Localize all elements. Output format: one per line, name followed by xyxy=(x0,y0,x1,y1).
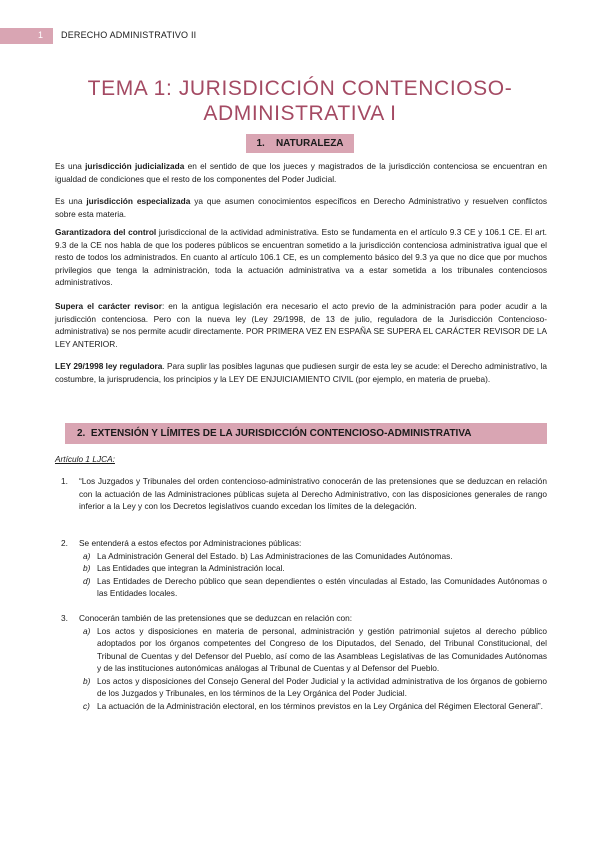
course-title: DERECHO ADMINISTRATIVO II xyxy=(61,30,197,40)
paragraph-keyword: LEY 29/1998 ley reguladora xyxy=(55,361,163,371)
page-number: 1 xyxy=(38,30,44,40)
sub-marker: c) xyxy=(83,700,90,711)
paragraph-keyword: Garantizadora del control xyxy=(55,227,157,237)
sub-item-a xyxy=(79,625,547,675)
paragraph-garantizadora xyxy=(55,226,547,289)
paragraph-text: ya que asumen conocimientos específicos en Derecho Administrativo y resuelven conflictos sobre esta materia. xyxy=(55,196,547,219)
paragraph-judicializada xyxy=(55,160,547,185)
list-number: 1. xyxy=(61,476,68,486)
section-heading-extension xyxy=(65,423,547,444)
paragraph-keyword: jurisdicción especializada xyxy=(86,196,191,206)
sub-item-d xyxy=(79,575,547,600)
section-number: 2. xyxy=(77,428,86,439)
sub-marker: d) xyxy=(83,575,91,586)
list-number: 2. xyxy=(61,538,68,548)
sub-item-c xyxy=(79,700,547,713)
title-line-1: TEMA 1: JURISDICCIÓN CONTENCIOSO- xyxy=(87,77,513,100)
paragraph-prefix: Es una xyxy=(55,161,86,171)
section-label: NATURALEZA xyxy=(275,138,344,149)
article-reference: Artículo 1 LJCA: xyxy=(55,454,115,464)
list-item-3 xyxy=(55,612,547,712)
paragraph-revisor xyxy=(55,300,547,350)
sub-text: Los actos y disposiciones en materia de personal, administración y gestión patrimonial sujetos al derecho público adoptados por los órganos competentes del Congreso de los Diputados, del Senado, del Tribunal Constitucional, del Tribunal de Cuentas y del Defensor del Pueblo, así como de las Asambleas Legislativas de las Comunidades Autónomas y de las instituciones autonómicas análogas al Tribunal de Cuentas y al Defensor del Pueblo. xyxy=(97,625,547,673)
sub-marker: b) xyxy=(83,675,91,686)
section-heading-naturaleza xyxy=(246,134,354,153)
paragraph-text: . Para suplir las posibles lagunas que pudiesen surgir de esta ley se acude: el Derecho administrativo, la costumbre, la jurisprudencia, los principios y la LEY DE ENJUICIAMIENTO CIVIL (por ejemplo, en materia de prueba). xyxy=(55,361,547,384)
sub-text: Los actos y disposiciones del Consejo General del Poder Judicial y la actividad administrativa de los órganos de gobierno de los Juzgados y Tribunales, en los términos de la Ley Orgánica del Poder Judicial. xyxy=(97,675,547,698)
sub-item-a xyxy=(79,550,547,563)
paragraph-text: jurisdiccional de la actividad administrativa. Esto se fundamenta en el artículo 9.3 CE y 106.1 CE. El art. 9.3 de la CE nos habla de que los poderes públicos se encuentran sometido a la jurisdicción contenciosa administrativa igual que el resto de todos los administrados. En cuanto al artículo 106.1 CE, es un complemento básico del 9.3 ya que no dice que por muchos privilegios que tenga la administración, toda la actuación administrativa va a estar sometida a los tribunales contenciosos administrativos. xyxy=(55,227,547,287)
paragraph-especializada xyxy=(55,195,547,220)
sub-marker: a) xyxy=(83,550,91,561)
paragraph-prefix: Es una xyxy=(55,196,87,206)
paragraph-text: en el sentido de que los jueces y magistrados de la jurisdicción contenciosa se encuentran en igualdad de condiciones que el resto de los componentes del Poder Judicial. xyxy=(55,161,547,184)
sub-marker: b) xyxy=(83,563,91,573)
title-line-2: ADMINISTRATIVA I xyxy=(203,102,397,125)
list-number: 3. xyxy=(61,613,68,623)
sub-item-b xyxy=(79,562,547,575)
sub-text: Las Entidades que integran la Administración local. xyxy=(97,563,285,573)
paragraph-keyword: Supera el carácter revisor xyxy=(55,301,162,311)
list-item-1 xyxy=(55,475,547,513)
list-text: Conocerán también de las pretensiones que se deduzcan en relación con: xyxy=(79,613,353,623)
page-header xyxy=(0,28,600,44)
sub-marker: a) xyxy=(83,625,91,636)
paragraph-keyword: jurisdicción judicializada xyxy=(85,161,185,171)
section-number: 1. xyxy=(256,138,265,149)
sub-text: Las Entidades de Derecho público que sean dependientes o estén vinculadas al Estado, las Comunidades Autónomas o las Entidades locales. xyxy=(97,575,547,598)
sub-text: La Administración General del Estado. b) Las Administraciones de las Comunidades Autónomas. xyxy=(97,550,453,561)
header-accent-bar xyxy=(0,28,53,44)
list-text: Se entenderá a estos efectos por Administraciones públicas: xyxy=(79,538,302,548)
page-title xyxy=(40,76,560,126)
paragraph-text: : en la antigua legislación era necesario el acto previo de la administración para poder acudir a la jurisdicción contenciosa. Pero con la nueva ley (Ley 29/1998, de 13 de julio, reguladora de la Jurisdicción Contencioso-administrativa) se nos permite acudir directamente. POR PRIMERA VEZ EN ESPAÑA SE SUPERA EL CARÁCTER REVISOR DE LA LEY ANTERIOR. xyxy=(55,301,547,349)
sub-text: La actuación de la Administración electoral, en los términos previstos en la Ley Orgánica del Régimen Electoral General”. xyxy=(97,700,543,711)
paragraph-ley xyxy=(55,360,547,385)
sub-item-b xyxy=(79,675,547,700)
section-label: EXTENSIÓN Y LÍMITES DE LA JURISDICCIÓN CONTENCIOSO-ADMINISTRATIVA xyxy=(90,428,472,439)
list-item-2 xyxy=(55,537,547,600)
list-text: “Los Juzgados y Tribunales del orden contencioso-administrativo conocerán de las pretensiones que se deduzcan en relación con la actuación de las Administraciones públicas sujeta al Derecho Administrativo, con las disposiciones generales de rango inferior a la Ley y con los Decretos legislativos cuando excedan los límites de la delegación. xyxy=(79,476,547,511)
